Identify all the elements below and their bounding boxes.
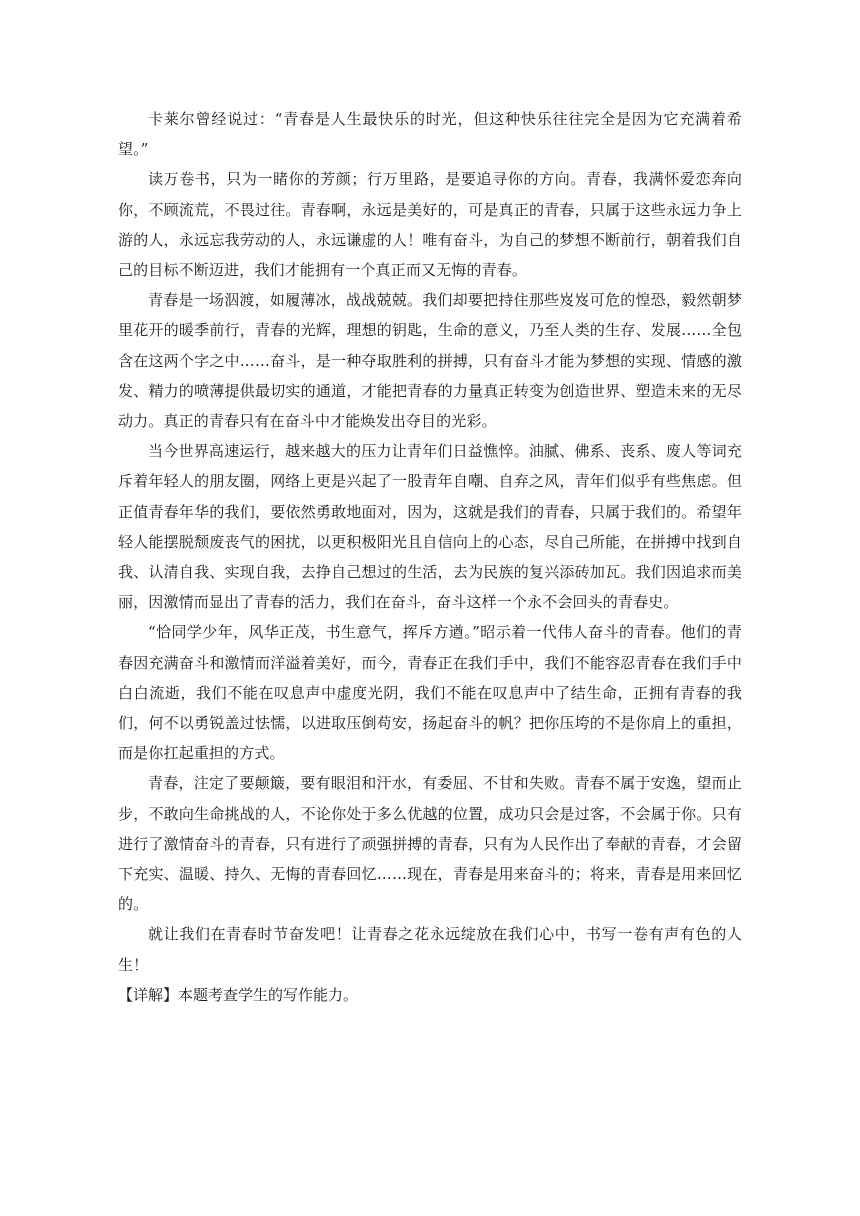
document-page [118,104,742,1010]
paragraph-modern-pressure: 当今世界高速运行，越来越大的压力让青年们日益憔悴。油腻、佛系、丧系、废人等词充斥着年轻人的朋友圈，网络上更是兴起了一股青年自嘲、自弃之风，青年们似乎有些焦虑。但正值青春年华的我们，要依然勇敢地面对，因为，这就是我们的青春，只属于我们的。希望年轻人能摆脱颓废丧气的困扰，以更积极阳光且自信向上的心态，尽自己所能，在拼搏中找到自我、认清自我、实现自我，去挣自己想过的生活，去为民族的复兴添砖加瓦。我们因追求而美丽，因激情而显出了青春的活力，我们在奋斗，奋斗这样一个永不会回头的青春史。 [118,442,742,612]
explanation-note: 【详解】本题考查学生的写作能力。 [118,985,359,1004]
paragraph-classmates-youth: “恰同学少年，风华正茂，书生意气，挥斥方遒。”昭示着一代伟人奋斗的青春。他们的青春因充满奋斗和激情而洋溢着美好，而今，青春正在我们手中，我们不能容忍青春在我们手中白白流逝，我们不能在叹息声中虚度光阴，我们不能在叹息声中了结生命，正拥有青春的我们，何不以勇锐盖过怯懦，以进取压倒苟安，扬起奋斗的帆？把你压垮的不是你肩上的重担，而是你扛起重担的方式。 [118,623,742,763]
paragraph-conclusion: 就让我们在青春时节奋发吧！让青春之花永远绽放在我们心中，书写一卷有声有色的人生！ [118,925,742,974]
paragraph-youth-bumpy: 青春，注定了要颠簸，要有眼泪和汗水，有委屈、不甘和失败。青春不属于安逸，望而止步，不敢向生命挑战的人，不论你处于多么优越的位置，成功只会是过客，不会属于你。只有进行了激情奋斗的青春，只有进行了顽强拼搏的青春，只有为人民作出了奉献的青春，才会留下充实、温暖、持久、无悔的青春回忆……现在，青春是用来奋斗的；将来，青春是用来回忆的。 [118,774,742,914]
paragraph-youth-crossing: 青春是一场泅渡，如履薄冰，战战兢兢。我们却要把持住那些岌岌可危的惶恐，毅然朝梦里花开的暖季前行，青春的光辉，理想的钥匙，生命的意义，乃至人类的生存、发展……全包含在这两个字之中……奋斗，是一种夺取胜利的拼搏，只有奋斗才能为梦想的实现、情感的激发、精力的喷薄提供最切实的通道，才能把青春的力量真正转变为创造世界、塑造未来的无尽动力。真正的青春只有在奋斗中才能焕发出夺目的光彩。 [118,291,742,431]
paragraph-quote-carlyle: 卡莱尔曾经说过：“青春是人生最快乐的时光，但这种快乐往往完全是因为它充满着希望。” [118,110,742,159]
paragraph-reading-travel: 读万卷书，只为一睹你的芳颜；行万里路，是要追寻你的方向。青春，我满怀爱恋奔向你，不顾流荒，不畏过往。青春啊，永远是美好的，可是真正的青春，只属于这些永远力争上游的人，永远忘我劳动的人，永远谦虚的人！唯有奋斗，为自己的梦想不断前行，朝着我们自己的目标不断迈进，我们才能拥有一个真正而又无悔的青春。 [118,170,742,280]
